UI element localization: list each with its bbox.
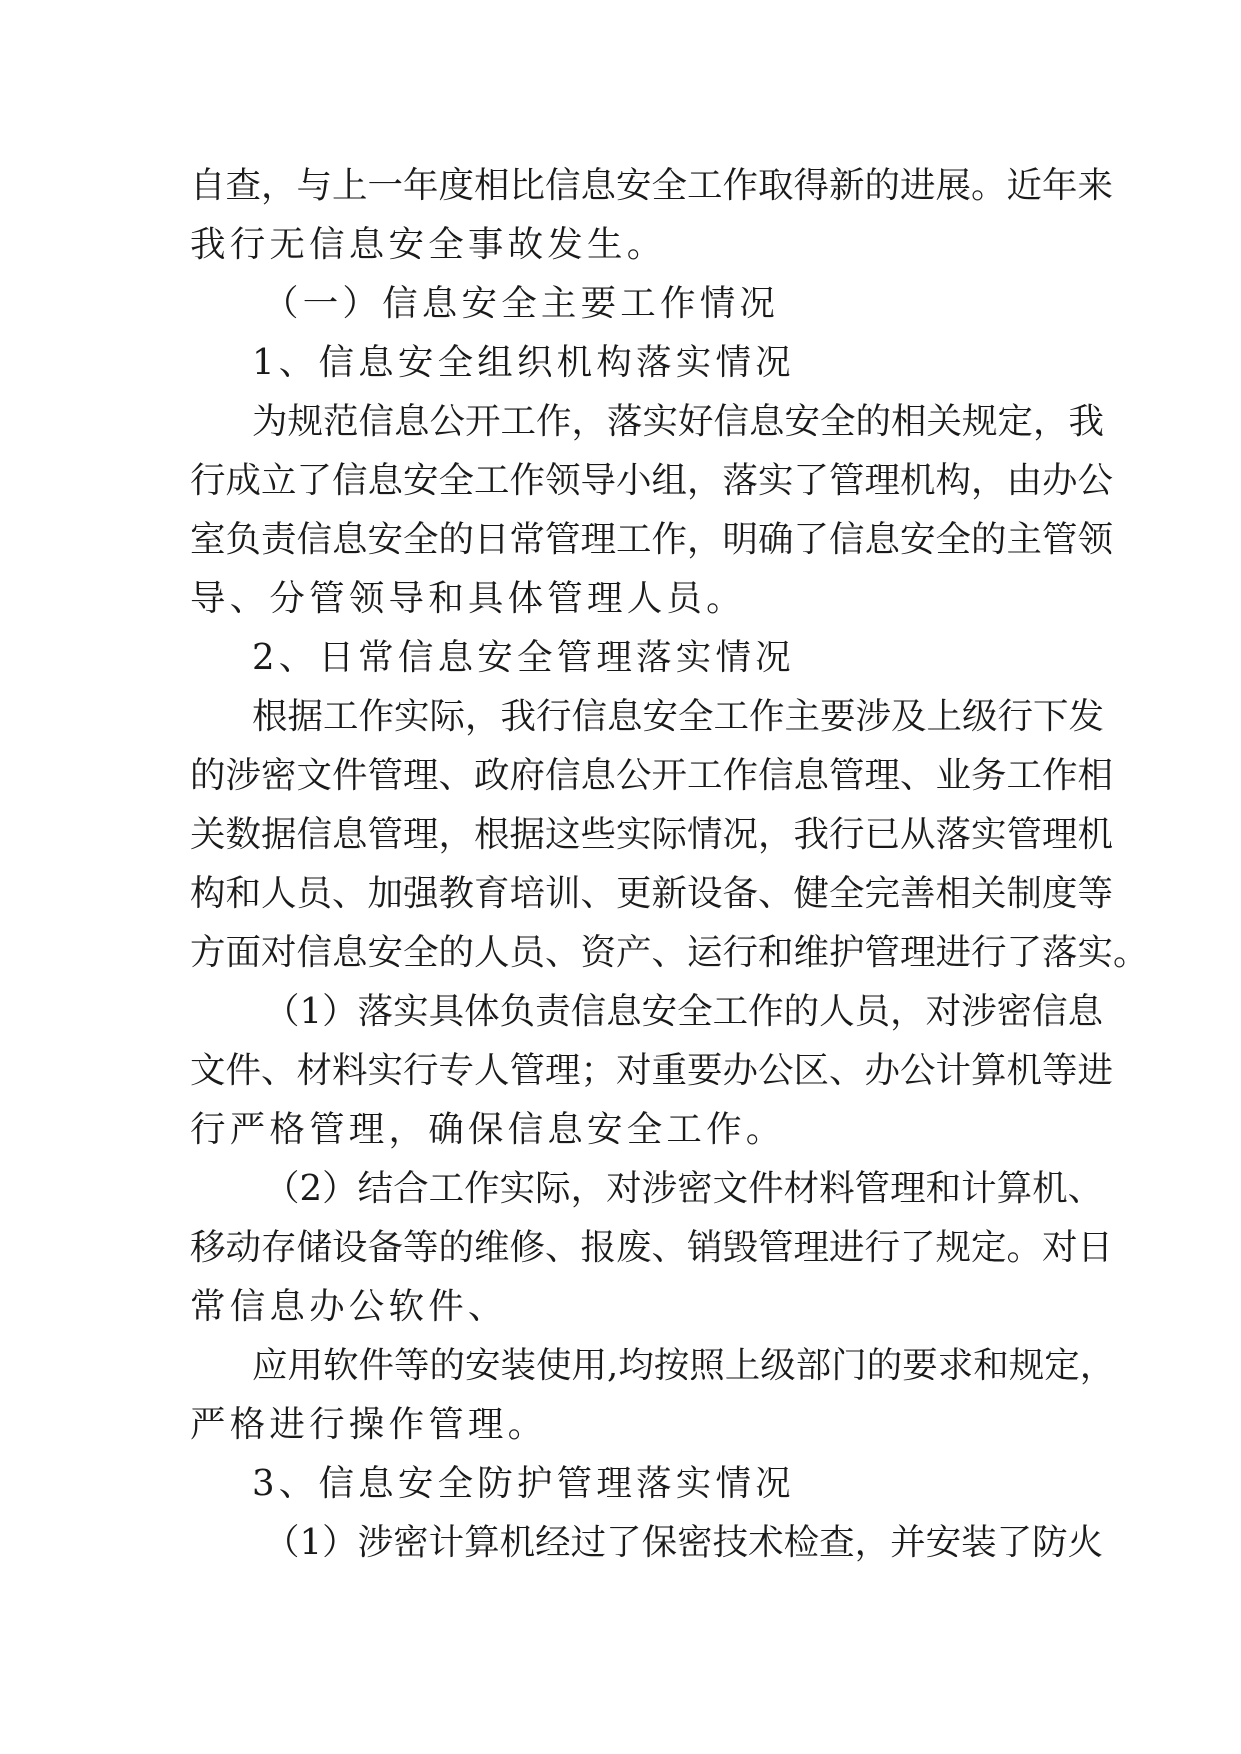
- text-line: （2）结合工作实际，对涉密文件材料管理和计算机、: [264, 1168, 1104, 1209]
- text-line: 为规范信息公开工作，落实好信息安全的相关规定，我: [252, 401, 1105, 442]
- section-heading: （一）信息安全主要工作情况: [263, 283, 780, 324]
- text-line: （1）涉密计算机经过了保密技术检查，并安装了防火: [264, 1522, 1104, 1563]
- subsection-heading: 3、信息安全防护管理落实情况: [252, 1463, 795, 1504]
- text-line: 根据工作实际，我行信息安全工作主要涉及上级行下发: [252, 696, 1105, 737]
- subsection-heading: 2、日常信息安全管理落实情况: [252, 637, 795, 678]
- text-line: 常信息办公软件、: [190, 1286, 508, 1327]
- text-line: 应用软件等的安装使用,均按照上级部门的要求和规定，: [252, 1345, 1116, 1386]
- text-line: 文件、材料实行专人管理；对重要办公区、办公计算机等进: [190, 1050, 1114, 1091]
- text-line: 行成立了信息安全工作领导小组，落实了管理机构，由办公: [190, 460, 1114, 501]
- subsection-heading: 1、信息安全组织机构落实情况: [252, 342, 795, 383]
- text-line: （1）落实具体负责信息安全工作的人员，对涉密信息: [264, 991, 1104, 1032]
- text-line: 严格进行操作管理。: [190, 1404, 548, 1445]
- text-line: 方面对信息安全的人员、资产、运行和维护管理进行了落实。: [190, 932, 1149, 973]
- text-line: 移动存储设备等的维修、报废、销毁管理进行了规定。对日: [190, 1227, 1114, 1268]
- text-line: 关数据信息管理，根据这些实际情况，我行已从落实管理机: [190, 814, 1114, 855]
- text-line: 的涉密文件管理、政府信息公开工作信息管理、业务工作相: [190, 755, 1114, 796]
- text-line: 我行无信息安全事故发生。: [190, 224, 667, 265]
- text-line: 室负责信息安全的日常管理工作，明确了信息安全的主管领: [190, 519, 1114, 560]
- text-line: 构和人员、加强教育培训、更新设备、健全完善相关制度等: [190, 873, 1114, 914]
- text-line: 导、分管领导和具体管理人员。: [190, 578, 746, 619]
- text-line: 行严格管理，确保信息安全工作。: [190, 1109, 786, 1150]
- text-line: 自查，与上一年度相比信息安全工作取得新的进展。近年来: [190, 165, 1114, 206]
